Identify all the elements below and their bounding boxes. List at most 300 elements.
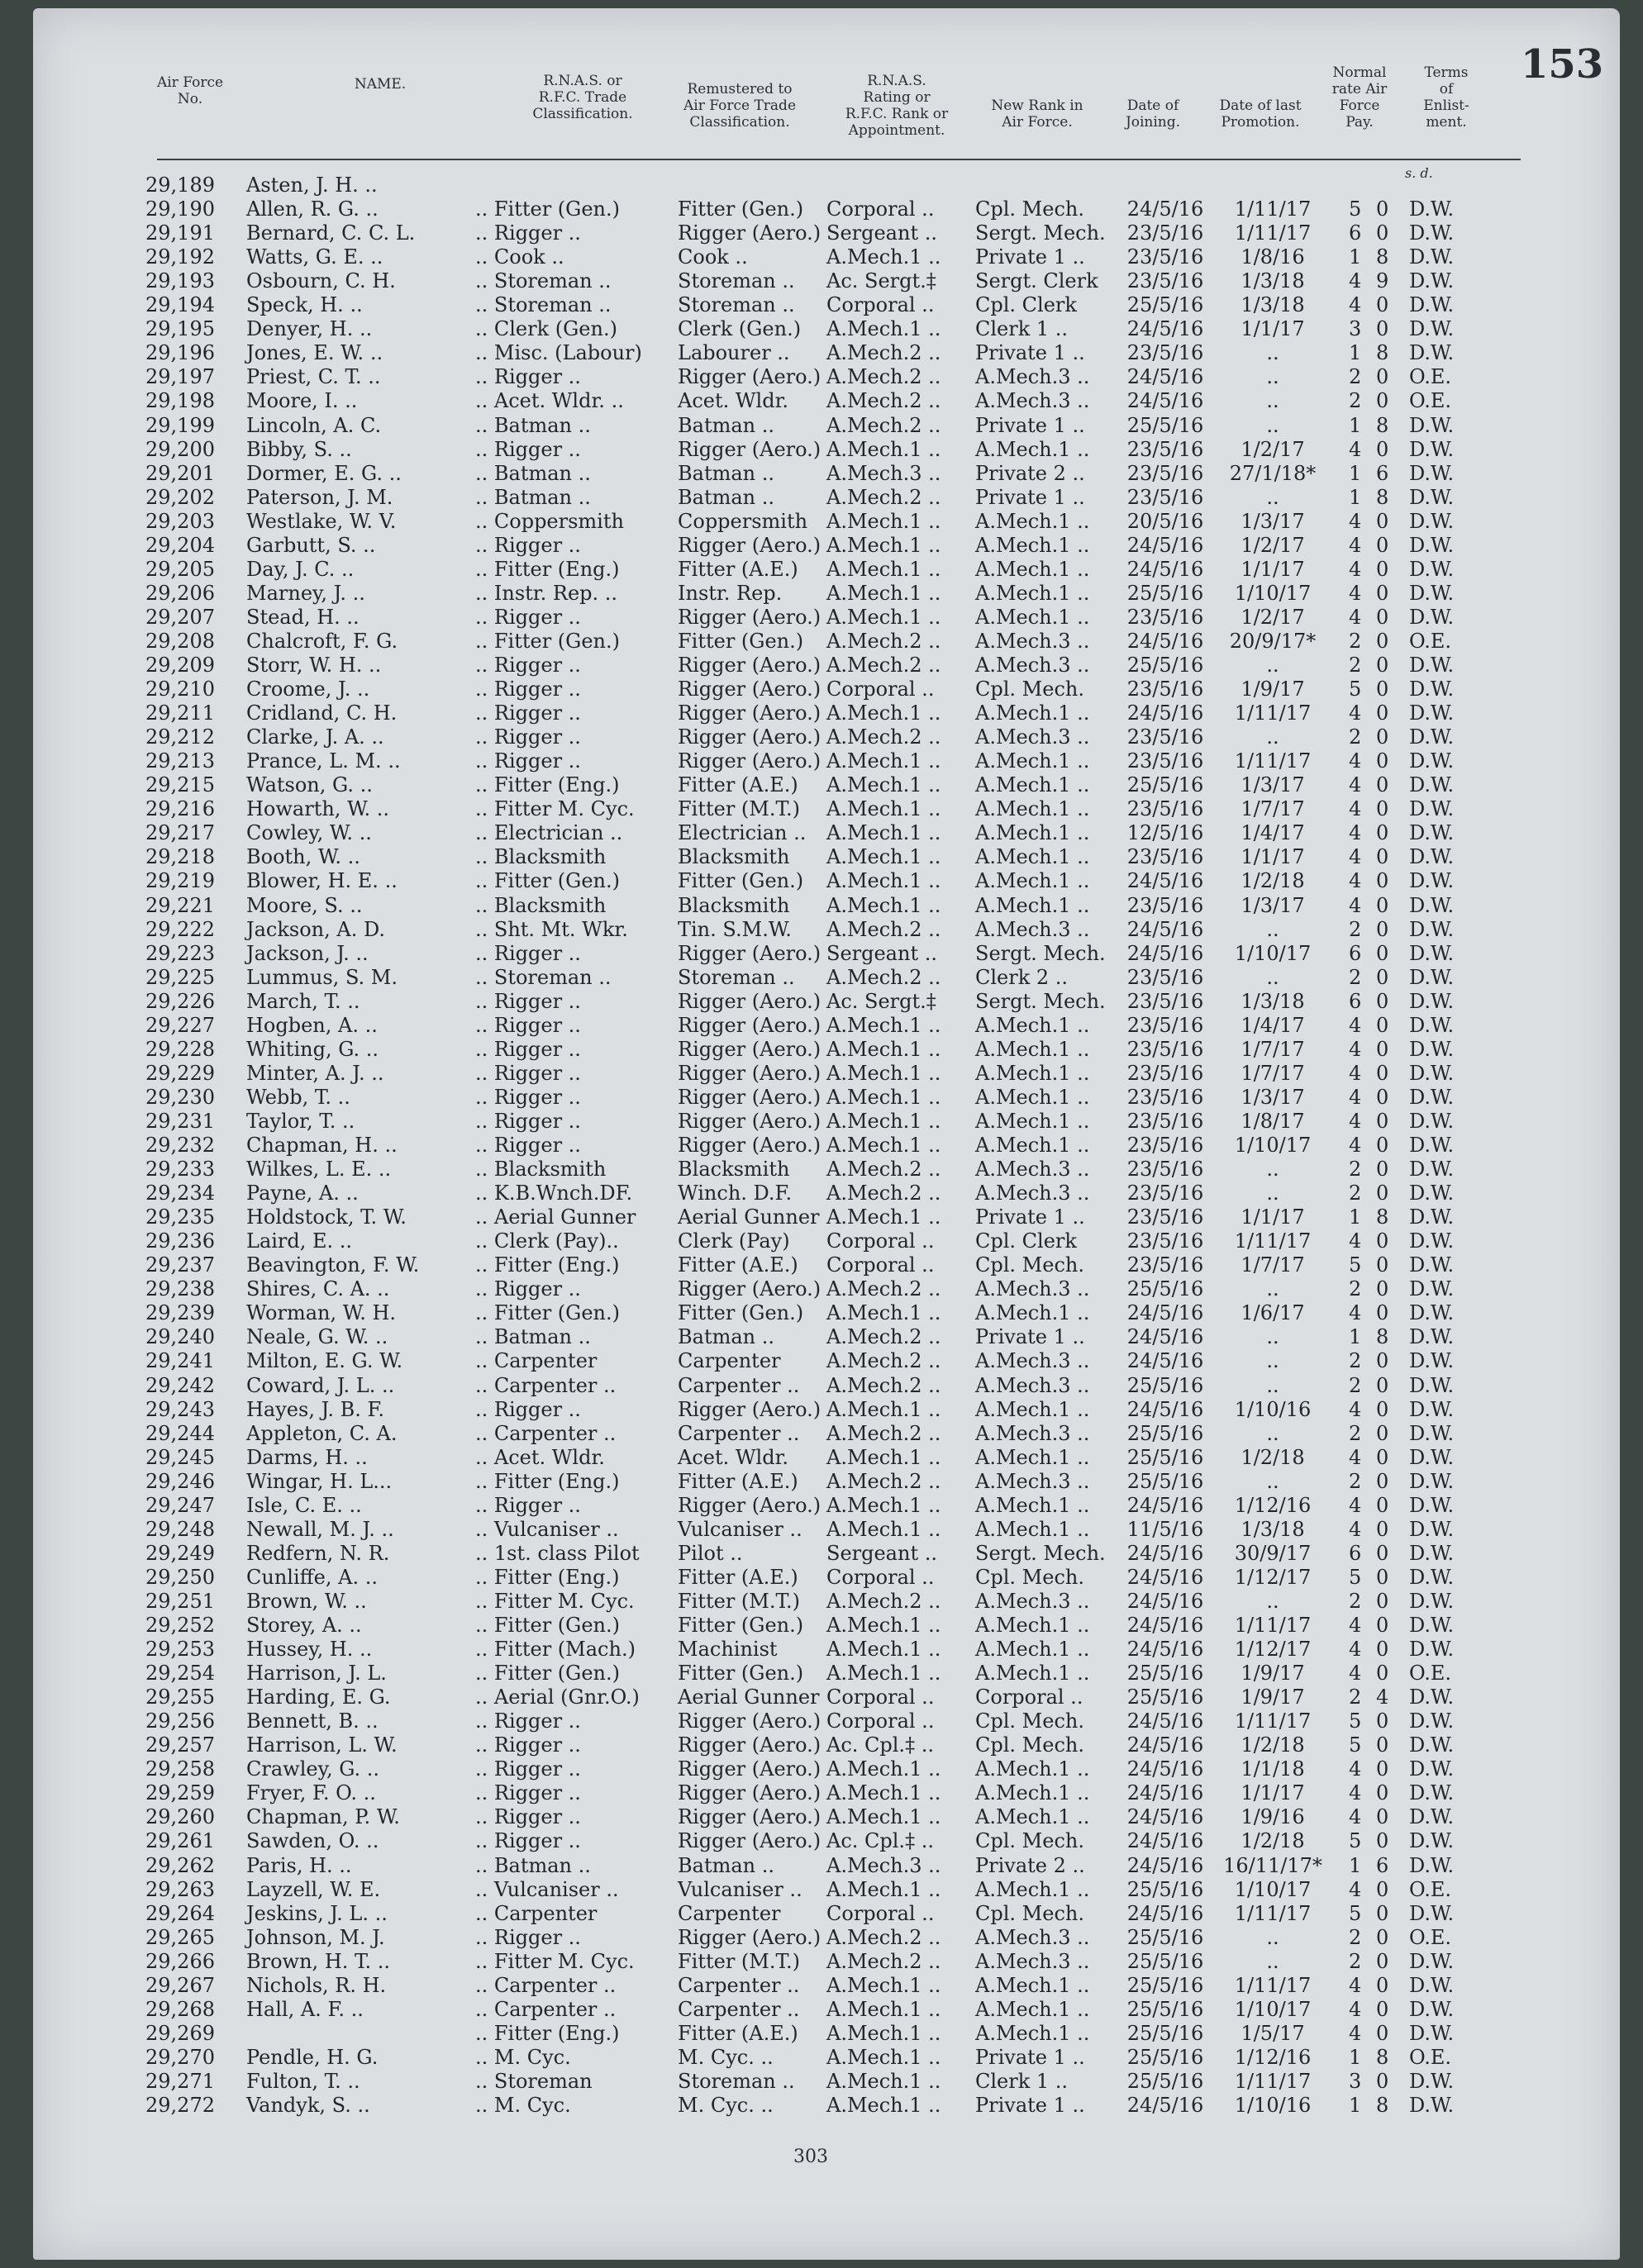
cell-rating: A.Mech.2 .. [826,725,941,749]
cell-date-joined: 25/5/16 [1126,1973,1204,1997]
cell-rating: Corporal .. [826,1565,935,1589]
cell-trade: .. Rigger .. [475,725,581,749]
cell-rating: A.Mech.2 .. [826,1373,941,1397]
table-row [33,845,1620,869]
cell-rating: A.Mech.1 .. [826,1805,941,1829]
cell-new-rank: A.Mech.3 .. [975,1421,1090,1445]
cell-rating: Ac. Cpl.‡ .. [826,1829,934,1853]
cell-pay-shillings: 1 [1349,2045,1362,2069]
cell-air-force-no: 29,238 [145,1277,215,1301]
cell-pay-pence: 0 [1376,1757,1389,1781]
cell-pay-pence: 8 [1376,413,1389,437]
cell-date-joined: 25/5/16 [1126,1662,1204,1686]
cell-air-force-no: 29,219 [145,869,215,893]
cell-terms: D.W. [1409,1997,1455,2021]
cell-name: Webb, T. .. [246,1085,350,1109]
cell-new-rank: A.Mech.1 .. [975,605,1090,629]
cell-remustered: Acet. Wldr. [678,1445,789,1469]
cell-name: Minter, A. J. .. [246,1061,384,1085]
cell-rating: A.Mech.1 .. [826,1061,941,1085]
table-row [33,1494,1620,1518]
cell-date-joined: 25/5/16 [1126,773,1204,797]
cell-new-rank: Cpl. Clerk [975,1229,1077,1253]
cell-pay-pence: 0 [1376,869,1389,893]
cell-remustered: Batman .. [678,1325,774,1349]
cell-terms: D.W. [1409,1349,1455,1373]
cell-rating: Corporal .. [826,678,935,701]
cell-remustered: Vulcaniser .. [678,1877,802,1901]
cell-date-joined: 25/5/16 [1126,1421,1204,1445]
cell-terms: D.W. [1409,654,1455,677]
table-row [33,1854,1620,1878]
cell-date-promotion: 1/8/16 [1241,245,1305,269]
cell-new-rank: A.Mech.1 .. [975,893,1090,917]
cell-remustered: Rigger (Aero.) [678,1781,822,1805]
header-new-rank: New Rank in Air Force. [991,97,1083,131]
cell-name: Johnson, M. J. [246,1925,385,1949]
cell-pay-shillings: 4 [1349,269,1362,293]
cell-new-rank: Cpl. Mech. [975,197,1084,221]
cell-remustered: Fitter (Gen.) [678,1614,804,1637]
cell-pay-shillings: 1 [1349,245,1362,269]
cell-pay-shillings: 4 [1349,1493,1362,1517]
cell-air-force-no: 29,243 [145,1397,215,1421]
cell-pay-shillings: 4 [1349,869,1362,893]
cell-trade: .. Rigger .. [475,1733,581,1757]
cell-air-force-no: 29,259 [145,1781,215,1805]
cell-pay-pence: 0 [1376,1949,1389,1973]
cell-trade: .. Rigger .. [475,1277,581,1301]
cell-pay-pence: 0 [1376,797,1389,821]
cell-air-force-no: 29,258 [145,1757,215,1781]
cell-trade: .. Fitter M. Cyc. [475,797,635,821]
cell-air-force-no: 29,241 [145,1349,215,1373]
cell-trade: .. Cook .. [475,245,564,269]
cell-terms: D.W. [1409,1757,1455,1781]
cell-remustered: Rigger (Aero.) [678,1709,822,1733]
cell-trade: .. Rigger .. [475,749,581,773]
footer-number: 303 [793,2147,828,2167]
cell-pay-pence: 4 [1376,1686,1389,1709]
cell-remustered: Carpenter [678,1349,781,1373]
cell-new-rank: Clerk 1 .. [975,2069,1069,2093]
cell-pay-pence: 0 [1376,1925,1389,1949]
cell-date-promotion: 1/10/17 [1234,941,1312,965]
cell-new-rank: A.Mech.1 .. [975,701,1090,725]
cell-date-promotion: 1/7/17 [1241,797,1305,821]
cell-date-promotion: 1/2/18 [1241,1445,1305,1469]
cell-trade: .. Fitter (Eng.) [475,773,620,797]
cell-air-force-no: 29,266 [145,1949,215,1973]
cell-pay-pence: 0 [1376,1445,1389,1469]
table-row [33,1398,1620,1422]
cell-terms: D.W. [1409,461,1455,485]
cell-new-rank: A.Mech.1 .. [975,1301,1090,1325]
cell-pay-shillings: 1 [1349,413,1362,437]
cell-trade: .. Carpenter [475,1349,598,1373]
cell-terms: D.W. [1409,1589,1455,1613]
cell-remustered: Acet. Wldr. [678,389,789,413]
cell-new-rank: Sergt. Mech. [975,941,1106,965]
cell-date-promotion: 1/4/17 [1241,821,1305,845]
cell-trade: .. Fitter (Gen.) [475,1301,620,1325]
cell-new-rank: A.Mech.3 .. [975,1469,1090,1493]
cell-pay-shillings: 2 [1349,1373,1362,1397]
cell-trade: .. Carpenter .. [475,1373,617,1397]
cell-rating: Ac. Cpl.‡ .. [826,1733,934,1757]
cell-pay-pence: 0 [1376,989,1389,1013]
cell-terms: D.W. [1409,413,1455,437]
cell-rating: A.Mech.1 .. [826,581,941,605]
cell-date-joined: 24/5/16 [1126,1901,1204,1925]
cell-rating: A.Mech.1 .. [826,893,941,917]
cell-date-joined: 25/5/16 [1126,1949,1204,1973]
cell-name: Cunliffe, A. .. [246,1565,378,1589]
cell-new-rank: A.Mech.1 .. [975,509,1090,533]
cell-remustered: Pilot .. [678,1541,743,1565]
cell-remustered: Fitter (Gen.) [678,197,804,221]
cell-air-force-no: 29,210 [145,678,215,701]
cell-date-promotion: 1/2/17 [1241,533,1305,557]
cell-trade: .. Carpenter .. [475,1997,617,2021]
cell-new-rank: A.Mech.3 .. [975,654,1090,677]
cell-terms: D.W. [1409,941,1455,965]
cell-date-promotion: 1/1/17 [1241,557,1305,581]
cell-name: Isle, C. E. .. [246,1493,362,1517]
cell-date-joined: 11/5/16 [1126,1517,1204,1541]
cell-new-rank: A.Mech.3 .. [975,1589,1090,1613]
cell-name: Bennett, B. .. [246,1709,379,1733]
cell-terms: D.W. [1409,293,1455,317]
cell-air-force-no: 29,195 [145,317,215,341]
cell-new-rank: A.Mech.1 .. [975,1013,1090,1037]
cell-remustered: Fitter (A.E.) [678,1253,798,1277]
cell-pay-pence: 0 [1376,1638,1389,1662]
cell-terms: D.W. [1409,1709,1455,1733]
cell-date-promotion: 1/7/17 [1241,1037,1305,1061]
cell-rating: A.Mech.2 .. [826,365,941,389]
cell-remustered: Batman .. [678,1853,774,1877]
cell-date-joined: 23/5/16 [1126,269,1204,293]
cell-date-joined: 23/5/16 [1126,1205,1204,1229]
cell-terms: D.W. [1409,1013,1455,1037]
cell-terms: D.W. [1409,1733,1455,1757]
cell-trade: .. Aerial Gunner [475,1205,636,1229]
cell-terms: D.W. [1409,1469,1455,1493]
cell-remustered: Fitter (M.T.) [678,1589,800,1613]
cell-rating: Ac. Sergt.‡ [826,989,936,1013]
cell-remustered: Batman .. [678,461,774,485]
cell-date-promotion: 1/10/16 [1234,2094,1312,2117]
cell-date-promotion: 1/1/18 [1241,1757,1305,1781]
cell-remustered: Fitter (A.E.) [678,557,798,581]
cell-terms: D.W. [1409,1853,1455,1877]
cell-remustered: Rigger (Aero.) [678,1493,822,1517]
cell-name: Dormer, E. G. .. [246,461,402,485]
cell-date-promotion: 1/12/17 [1234,1565,1312,1589]
cell-pay-shillings: 4 [1349,1229,1362,1253]
cell-pay-shillings: 4 [1349,1109,1362,1133]
cell-pay-shillings: 5 [1349,1565,1362,1589]
cell-rating: A.Mech.1 .. [826,1301,941,1325]
cell-rating: A.Mech.2 .. [826,1325,941,1349]
cell-pay-pence: 6 [1376,1853,1389,1877]
cell-trade: .. Blacksmith [475,845,607,869]
cell-rating: A.Mech.1 .. [826,1205,941,1229]
cell-new-rank: A.Mech.1 .. [975,2021,1090,2045]
table-row [33,1422,1620,1446]
cell-terms: D.W. [1409,893,1455,917]
cell-rating: A.Mech.2 .. [826,629,941,653]
cell-pay-shillings: 2 [1349,629,1362,653]
header-terms: Terms of Enlist- ment. [1423,64,1469,131]
table-row [33,1086,1620,1110]
cell-new-rank: A.Mech.3 .. [975,1925,1090,1949]
cell-trade: .. Fitter (Gen.) [475,1662,620,1686]
cell-rating: A.Mech.2 .. [826,1949,941,1973]
cell-name: Cridland, C. H. [246,701,398,725]
cell-terms: D.W. [1409,917,1455,941]
table-row [33,630,1620,654]
cell-name: Paris, H. .. [246,1853,352,1877]
cell-name: Harding, E. G. [246,1686,391,1709]
cell-trade: .. Rigger .. [475,365,581,389]
cell-date-promotion: 1/11/17 [1234,1229,1312,1253]
table-row [33,1733,1620,1757]
cell-date-joined: 24/5/16 [1126,1805,1204,1829]
cell-date-promotion: 1/3/17 [1241,773,1305,797]
page-number: 153 [1521,41,1604,88]
cell-trade: .. Rigger .. [475,1109,581,1133]
table-row [33,1349,1620,1373]
cell-rating: A.Mech.1 .. [826,1013,941,1037]
cell-remustered: Cook .. [678,245,748,269]
cell-air-force-no: 29,222 [145,917,215,941]
cell-air-force-no: 29,247 [145,1493,215,1517]
cell-new-rank: Sergt. Mech. [975,989,1106,1013]
cell-date-promotion: .. [1266,1373,1279,1397]
cell-date-promotion: 1/2/18 [1241,1733,1305,1757]
cell-air-force-no: 29,198 [145,389,215,413]
cell-pay-pence: 0 [1376,1829,1389,1853]
cell-pay-shillings: 4 [1349,893,1362,917]
cell-pay-pence: 0 [1376,1109,1389,1133]
cell-air-force-no: 29,257 [145,1733,215,1757]
cell-date-joined: 23/5/16 [1126,1037,1204,1061]
cell-air-force-no: 29,256 [145,1709,215,1733]
cell-remustered: Labourer .. [678,341,790,365]
cell-name: Brown, W. .. [246,1589,367,1613]
cell-date-promotion: .. [1266,1589,1279,1613]
cell-rating: A.Mech.2 .. [826,413,941,437]
cell-terms: D.W. [1409,1829,1455,1853]
cell-trade: .. Batman .. [475,413,591,437]
cell-new-rank: A.Mech.3 .. [975,629,1090,653]
cell-pay-pence: 0 [1376,629,1389,653]
table-row [33,1014,1620,1038]
table-row [33,701,1620,725]
cell-rating: A.Mech.1 .. [826,845,941,869]
table-row [33,1590,1620,1614]
cell-pay-shillings: 4 [1349,533,1362,557]
table-row [33,269,1620,293]
cell-new-rank: A.Mech.1 .. [975,869,1090,893]
cell-new-rank: A.Mech.3 .. [975,1158,1090,1182]
cell-date-joined: 25/5/16 [1126,2045,1204,2069]
cell-trade: .. Fitter M. Cyc. [475,1949,635,1973]
cell-rating: A.Mech.1 .. [826,317,941,341]
cell-remustered: Rigger (Aero.) [678,1733,822,1757]
cell-terms: D.W. [1409,1493,1455,1517]
cell-date-joined: 25/5/16 [1126,2069,1204,2093]
cell-date-joined: 24/5/16 [1126,1397,1204,1421]
cell-new-rank: Cpl. Mech. [975,1565,1084,1589]
cell-date-joined: 25/5/16 [1126,413,1204,437]
cell-pay-pence: 0 [1376,1541,1389,1565]
cell-pay-pence: 0 [1376,941,1389,965]
cell-rating: Corporal .. [826,293,935,317]
cell-pay-shillings: 4 [1349,1517,1362,1541]
cell-trade: .. Rigger .. [475,1805,581,1829]
cell-date-joined: 12/5/16 [1126,821,1204,845]
table-row [33,486,1620,510]
cell-air-force-no: 29,231 [145,1109,215,1133]
cell-pay-shillings: 4 [1349,1757,1362,1781]
cell-pay-pence: 0 [1376,221,1389,245]
cell-remustered: Storeman .. [678,965,795,989]
cell-air-force-no: 29,246 [145,1469,215,1493]
table-row [33,245,1620,269]
cell-pay-pence: 0 [1376,1373,1389,1397]
cell-pay-shillings: 2 [1349,1182,1362,1205]
cell-date-joined: 24/5/16 [1126,1757,1204,1781]
cell-trade: .. Rigger .. [475,989,581,1013]
cell-remustered: Rigger (Aero.) [678,221,822,245]
cell-remustered: Instr. Rep. [678,581,783,605]
cell-remustered: Carpenter .. [678,1973,800,1997]
cell-air-force-no: 29,242 [145,1373,215,1397]
cell-pay-pence: 0 [1376,557,1389,581]
cell-name: Watts, G. E. .. [246,245,383,269]
cell-air-force-no: 29,265 [145,1925,215,1949]
cell-remustered: Storeman .. [678,269,795,293]
cell-name: Sawden, O. .. [246,1829,379,1853]
pay-units: s. d. [1405,165,1433,181]
cell-terms: D.W. [1409,197,1455,221]
cell-name: Brown, H. T. .. [246,1949,390,1973]
cell-pay-shillings: 4 [1349,1445,1362,1469]
cell-remustered: Fitter (A.E.) [678,773,798,797]
cell-date-promotion: 1/3/18 [1241,269,1305,293]
cell-terms: D.W. [1409,701,1455,725]
cell-name: Harrison, L. W. [246,1733,398,1757]
cell-date-promotion: .. [1266,1949,1279,1973]
cell-air-force-no: 29,193 [145,269,215,293]
cell-date-promotion: 1/1/17 [1241,1205,1305,1229]
cell-pay-shillings: 4 [1349,509,1362,533]
cell-air-force-no: 29,216 [145,797,215,821]
cell-pay-shillings: 6 [1349,989,1362,1013]
cell-pay-shillings: 4 [1349,293,1362,317]
cell-terms: O.E. [1409,1925,1452,1949]
table-row [33,1301,1620,1325]
cell-new-rank: A.Mech.1 .. [975,581,1090,605]
cell-new-rank: A.Mech.3 .. [975,1373,1090,1397]
cell-pay-shillings: 5 [1349,1901,1362,1925]
cell-new-rank: A.Mech.3 .. [975,1182,1090,1205]
cell-terms: D.W. [1409,1182,1455,1205]
cell-pay-shillings: 4 [1349,773,1362,797]
cell-remustered: Carpenter .. [678,1997,800,2021]
cell-new-rank: A.Mech.1 .. [975,797,1090,821]
cell-name: Bernard, C. C. L. [246,221,416,245]
cell-rating: A.Mech.1 .. [826,1662,941,1686]
cell-name: Newall, M. J. .. [246,1517,394,1541]
cell-pay-pence: 0 [1376,1085,1389,1109]
cell-new-rank: A.Mech.1 .. [975,1781,1090,1805]
cell-terms: D.W. [1409,533,1455,557]
header-air-force-no: Air Force No. [156,74,224,107]
cell-remustered: Vulcaniser .. [678,1517,802,1541]
cell-air-force-no: 29,227 [145,1013,215,1037]
table-row [33,1542,1620,1566]
cell-date-promotion: 1/3/18 [1241,1517,1305,1541]
cell-date-promotion: 1/2/18 [1241,869,1305,893]
table-row [33,1974,1620,1998]
cell-pay-shillings: 1 [1349,341,1362,365]
cell-trade: .. Rigger .. [475,678,581,701]
cell-date-joined: 25/5/16 [1126,2021,1204,2045]
cell-pay-pence: 0 [1376,1973,1389,1997]
cell-terms: D.W. [1409,1061,1455,1085]
cell-air-force-no: 29,234 [145,1182,215,1205]
cell-remustered: Winch. D.F. [678,1182,793,1205]
cell-pay-pence: 0 [1376,1614,1389,1637]
table-row [33,1134,1620,1158]
cell-name: Vandyk, S. .. [246,2094,370,2117]
cell-air-force-no: 29,217 [145,821,215,845]
cell-rating: A.Mech.2 .. [826,1349,941,1373]
cell-pay-shillings: 2 [1349,1349,1362,1373]
cell-pay-pence: 0 [1376,1421,1389,1445]
cell-pay-pence: 0 [1376,1253,1389,1277]
cell-new-rank: A.Mech.3 .. [975,1277,1090,1301]
cell-terms: D.W. [1409,557,1455,581]
cell-new-rank: A.Mech.1 .. [975,437,1090,461]
cell-date-promotion: 1/7/17 [1241,1061,1305,1085]
table-row [33,1253,1620,1277]
cell-trade: .. Sht. Mt. Wkr. [475,917,628,941]
cell-rating: A.Mech.1 .. [826,2045,941,2069]
cell-terms: D.W. [1409,749,1455,773]
cell-trade: .. Fitter (Gen.) [475,629,620,653]
cell-date-joined: 25/5/16 [1126,1277,1204,1301]
cell-date-joined: 23/5/16 [1126,797,1204,821]
cell-pay-shillings: 6 [1349,221,1362,245]
cell-pay-shillings: 1 [1349,461,1362,485]
table-row [33,1902,1620,1926]
cell-name: Layzell, W. E. [246,1877,381,1901]
cell-remustered: Storeman .. [678,2069,795,2093]
cell-trade: .. Rigger .. [475,701,581,725]
cell-pay-pence: 0 [1376,1061,1389,1085]
cell-new-rank: Private 2 .. [975,1853,1085,1877]
cell-pay-pence: 0 [1376,1877,1389,1901]
cell-pay-shillings: 4 [1349,557,1362,581]
cell-remustered: Rigger (Aero.) [678,749,822,773]
cell-date-joined: 24/5/16 [1126,1565,1204,1589]
cell-air-force-no: 29,206 [145,581,215,605]
